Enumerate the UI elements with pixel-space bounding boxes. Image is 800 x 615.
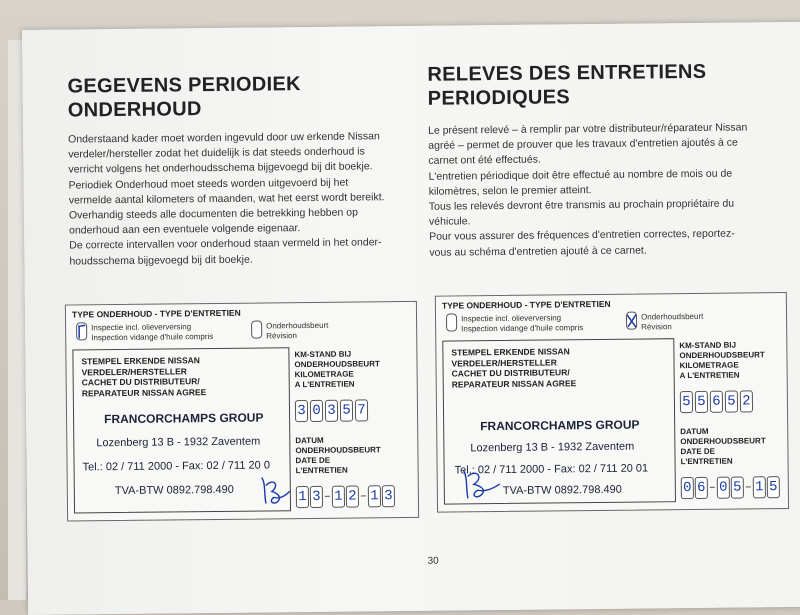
right-date-digit[interactable]: 6 [695,477,708,499]
left-stamp-header-line: VERDELER/HERSTELLER [81,365,187,377]
right-title-line-1: RELEVES DES ENTRETIENS [427,60,707,86]
right-paragraph-line: agréé – permet de prouver que les travaux d'entretien ajoutés à ce [428,136,738,152]
check-mark-icon [77,323,86,339]
page-number: 30 [427,555,439,567]
left-paragraph-line: verdeler/hersteller zodat het duidelijk is dat steeds onderhoud is [68,145,365,161]
right-date-separator [746,486,751,487]
right-stamp-header [451,346,576,389]
left-date-separator [361,495,366,496]
right-option2-label-fr: Révision [641,322,672,332]
left-km-label-line: A L'ENTRETIEN [294,379,355,390]
right-paragraph [428,120,749,260]
left-paragraph-line: verricht volgens het onderhoudsschema bijgevoegd bij dit boekje. [68,160,373,176]
left-km-label-line: KILOMETRAGE [294,369,354,380]
right-date-label-line: L'ENTRETIEN [680,456,733,467]
right-stamp-header-line: STEMPEL ERKENDE NISSAN [451,346,570,358]
right-option1-label-nl: Inspectie incl. olieverversing [461,313,562,324]
left-option2-label-fr: Révision [266,331,297,341]
left-km-label [294,349,380,390]
left-option2-label-nl: Onderhoudsbeurt [266,320,329,331]
left-stamp-header [81,355,206,398]
left-option1-label-fr: Inspection vidange d'huile compris [91,332,214,343]
left-date-digit[interactable]: 3 [382,485,395,507]
left-date-digit[interactable]: 1 [296,486,309,508]
right-km-digit[interactable]: 2 [740,390,753,412]
left-date-label-line: ONDERHOUDSBEURT [295,445,381,456]
right-km-label-line: KILOMETRAGE [679,360,739,371]
left-stamp-company: FRANCORCHAMPS GROUP [104,410,264,427]
right-service-card [435,292,789,513]
right-signature [456,464,506,507]
left-date-label-line: DATE DE [295,455,331,466]
right-title-line-2: PERIODIQUES [427,86,571,110]
right-date-label [680,426,766,467]
left-km-label-line: ONDERHOUDSBEURT [294,359,380,370]
right-paragraph-line: Tous les relevés devront être transmis au prochain propriétaire du [428,197,735,213]
right-option2-label [641,312,703,333]
left-km-digit[interactable]: 3 [295,400,308,422]
right-date-digit[interactable]: 0 [681,477,694,499]
right-date-digit[interactable]: 5 [767,476,780,498]
left-paragraph-line: houdsschema bijgevoegd bij dit boekje. [69,253,253,268]
left-paragraph-line: onderhoud aan een eventuele volgende eigenaar. [69,222,301,237]
left-date-separator [325,496,330,497]
left-paragraph-line: vermelde aantal kilometers of maanden, wat het eerst wordt bereikt. [68,191,385,207]
left-service-card [65,301,419,522]
right-paragraph-line: vous au schéma d'entretien ajouté à ce carnet. [429,244,647,259]
left-title-line-2: ONDERHOUD [67,98,202,122]
right-option2-checkbox[interactable] [626,312,637,330]
right-stamp-header-line: REPARATEUR NISSAN AGREE [451,377,577,390]
left-date-label-line: DATUM [295,435,324,446]
right-option1-checkbox[interactable] [446,313,457,331]
right-km-digit[interactable]: 5 [695,391,708,413]
right-date-digit[interactable]: 0 [717,477,730,499]
right-paragraph-line: véhicule. [428,215,471,228]
right-paragraph-line: kilomètres, selon le premier atteint. [428,183,592,198]
right-paragraph-line: Le présent relevé – à remplir par votre distributeur/réparateur Nissan [428,121,748,137]
left-title-line-1: GEGEVENS PERIODIEK [67,73,301,98]
left-date-digit[interactable]: 2 [346,485,359,507]
right-date-label-line: DATUM [680,426,709,437]
right-date-separator [710,487,715,488]
left-option2-checkbox[interactable] [251,321,262,339]
right-stamp-address: Lozenberg 13 B - 1932 Zaventem [470,440,635,455]
left-paragraph [68,129,385,269]
right-stamp-phone: Tel.: 02 / 711 2000 - Fax: 02 / 711 20 01 [454,462,649,477]
left-date-digit[interactable]: 1 [332,486,345,508]
left-date-digit[interactable]: 1 [368,485,381,507]
right-stamp-company: FRANCORCHAMPS GROUP [480,417,640,434]
left-paragraph-line: De correcte intervallen voor onderhoud staan vermeld in het onder- [69,236,382,252]
left-option1-checkbox[interactable] [76,322,87,340]
right-date-label-line: DATE DE [680,446,716,457]
left-date-label-line: L'ENTRETIEN [295,465,348,476]
right-km-label-line: ONDERHOUDSBEURT [679,350,765,361]
left-km-digit[interactable]: 7 [355,399,368,421]
left-km-digit[interactable]: 3 [325,400,338,422]
right-stamp-header-line: CACHET DU DISTRIBUTEUR/ [451,367,570,379]
right-stamp-vat: TVA-BTW 0892.798.490 [502,483,622,497]
left-stamp-header-line: CACHET DU DISTRIBUTEUR/ [81,376,200,388]
left-stamp-phone: Tel.: 02 / 711 2000 - Fax: 02 / 711 20 0 [82,459,270,474]
left-paragraph-line: Periodiek Onderhoud moet steeds worden uitgevoerd bij het [68,176,349,192]
right-stamp-header-line: VERDELER/HERSTELLER [451,356,557,369]
right-date-digit[interactable]: 1 [753,476,766,498]
right-paragraph-line: Pour vous assurer des fréquences d'entretien correctes, reportez- [429,227,735,244]
left-stamp-address: Lozenberg 13 B - 1932 Zaventem [96,435,261,450]
left-option2-label [266,321,328,342]
right-paragraph-line: L'entretien périodique doit être effectué au nombre de mois ou de [428,167,733,183]
right-km-digit[interactable]: 5 [725,391,738,413]
left-type-title: TYPE ONDERHOUD - TYPE D'ENTRETIEN [71,307,241,320]
left-stamp-header-line: REPARATEUR NISSAN AGREE [81,386,207,398]
left-date-digit[interactable]: 3 [310,486,323,508]
left-km-digit[interactable]: 0 [310,400,323,422]
cross-mark-icon [627,313,636,329]
left-option1-label-nl: Inspectie incl. olieverversing [91,322,192,333]
left-signature [256,471,296,513]
booklet-page [22,22,800,615]
right-date-label-line: ONDERHOUDSBEURT [680,436,766,447]
right-type-title: TYPE ONDERHOUD - TYPE D'ENTRETIEN [441,298,611,311]
left-stamp-header-line: STEMPEL ERKENDE NISSAN [81,355,200,367]
right-km-label [679,340,765,381]
left-paragraph-line: Overhandig steeds alle documenten die betrekking hebben op [68,206,358,222]
left-option1-label [91,322,213,343]
right-option1-label-fr: Inspection vidange d'huile compris [461,323,584,334]
right-paragraph-line: carnet ont été effectués. [428,153,541,168]
left-km-label-line: KM-STAND BIJ [294,349,352,360]
right-km-label-line: A L'ENTRETIEN [679,370,740,381]
right-km-digit[interactable]: 6 [710,391,723,413]
right-date-digit[interactable]: 5 [731,476,744,498]
right-km-digit[interactable]: 5 [680,391,693,413]
left-date-label [295,435,381,476]
right-km-label-line: KM-STAND BIJ [679,340,737,351]
left-title [67,72,301,122]
right-title [427,60,706,111]
right-option2-label-nl: Onderhoudsbeurt [640,311,704,322]
left-paragraph-line: Onderstaand kader moet worden ingevuld door uw erkende Nissan [68,130,380,146]
left-stamp-vat: TVA-BTW 0892.798.490 [114,483,234,498]
right-option1-label [461,313,583,334]
left-km-digit[interactable]: 5 [340,400,353,422]
